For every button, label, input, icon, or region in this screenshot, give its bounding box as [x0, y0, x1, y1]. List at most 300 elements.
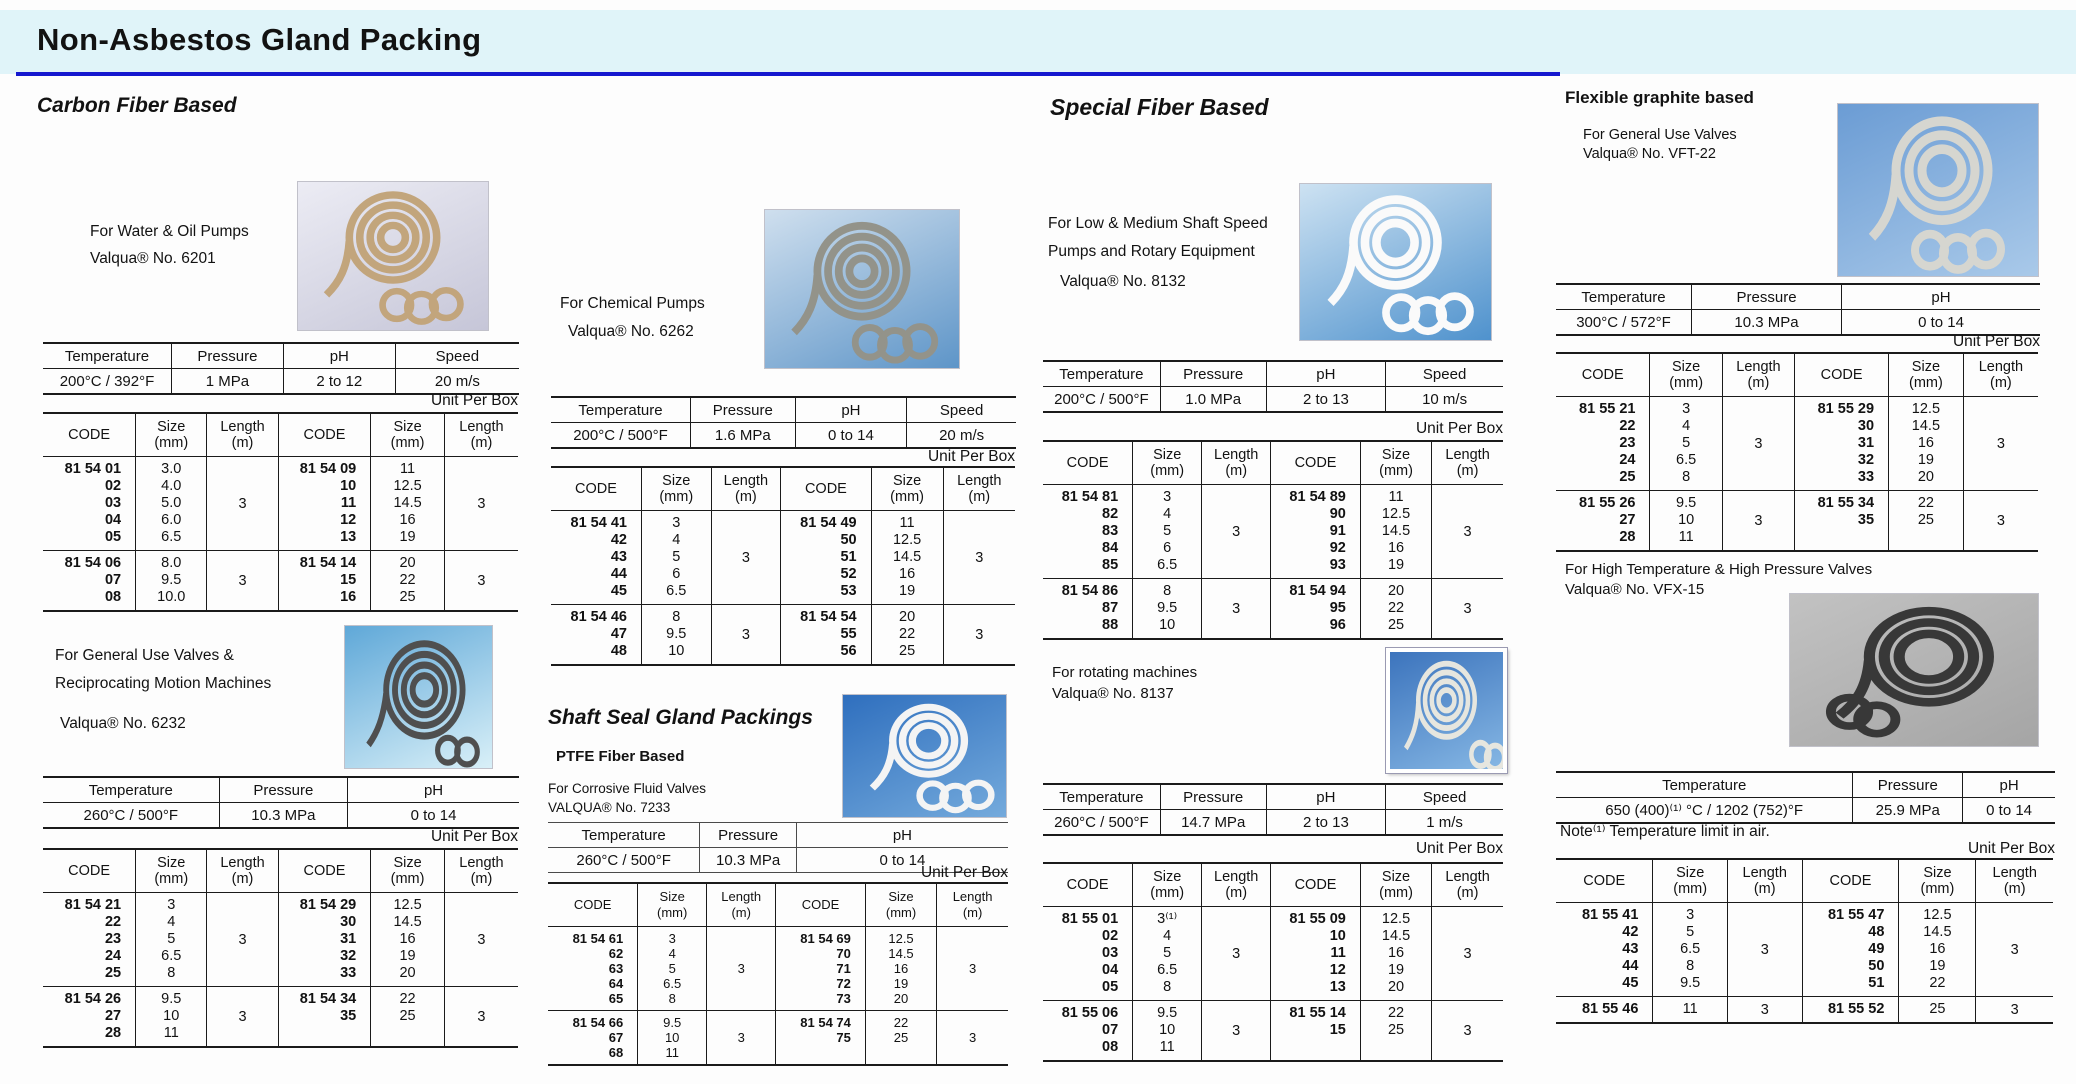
column-header-code: CODE — [781, 467, 871, 511]
size-value: 19 — [1387, 557, 1405, 573]
size-value: 11 — [665, 1045, 679, 1060]
code-cell — [43, 551, 136, 612]
size-value: 16 — [399, 931, 416, 947]
length-cell: 3 — [711, 605, 781, 666]
packing-coil-illustration — [1390, 652, 1503, 769]
column-header-size: Size (mm) — [638, 883, 707, 927]
spec-header-ph: pH — [795, 397, 907, 423]
length-cell: 3 — [1432, 485, 1503, 579]
table-row — [551, 605, 1015, 666]
spec-header-pressure: Pressure — [691, 397, 796, 423]
code-value: 81 55 06 — [1061, 1005, 1119, 1021]
code-cell — [1271, 485, 1361, 579]
column-header-code: CODE — [43, 849, 136, 893]
size-cell — [871, 511, 943, 605]
code-value: 15 — [340, 572, 357, 588]
code-value: 11 — [340, 495, 357, 511]
column-header-length: Length (m) — [444, 413, 518, 457]
spec-value-ph: 0 to 14 — [1842, 310, 2040, 336]
code-value: 81 55 09 — [1289, 911, 1346, 927]
code-value: 12 — [1329, 962, 1346, 978]
title-rule — [16, 72, 1560, 76]
size-value: 20 — [899, 609, 916, 625]
code-value: 81 54 74 — [800, 1015, 851, 1030]
spec-value-pressure: 10.3 MPa — [219, 803, 348, 829]
size-value: 19 — [1929, 958, 1946, 974]
size-value: 4 — [1163, 506, 1172, 522]
unit-table-8132 — [1043, 440, 1503, 640]
length-cell: 3 — [707, 927, 776, 1011]
desc-line: For Water & Oil Pumps — [90, 223, 249, 240]
code-value: 08 — [104, 589, 122, 605]
size-value: 16 — [899, 566, 916, 582]
code-value: 87 — [1102, 600, 1119, 616]
size-value: 25 — [893, 1030, 909, 1045]
size-value: 9.5 — [1680, 975, 1701, 991]
spec-header-temperature: Temperature — [1556, 284, 1692, 310]
table-row — [43, 893, 518, 987]
code-cell — [1795, 491, 1889, 552]
spec-header-temperature: Temperature — [43, 343, 172, 369]
code-value: 31 — [1857, 435, 1875, 451]
size-value: 19 — [1387, 962, 1405, 978]
code-value: 96 — [1329, 617, 1346, 633]
size-value: 5 — [1682, 435, 1691, 451]
size-value: 16 — [1387, 540, 1405, 556]
size-value: 25 — [399, 589, 416, 605]
size-value: 10 — [163, 1008, 180, 1024]
spec-header-temperature: Temperature — [1043, 784, 1160, 810]
header-row — [43, 849, 518, 893]
size-value: 6.5 — [1157, 962, 1178, 978]
size-value: 5 — [1163, 523, 1172, 539]
size-value: 4 — [668, 946, 676, 961]
packing-coil-illustration — [843, 695, 1006, 817]
code-value: 16 — [340, 589, 357, 605]
code-value: 81 54 06 — [64, 555, 122, 571]
column-header-size: Size (mm) — [871, 467, 943, 511]
length-cell: 3 — [207, 457, 278, 551]
length-cell: 3 — [444, 551, 518, 612]
length-cell: 3 — [1432, 907, 1503, 1001]
column-header-size: Size (mm) — [1360, 441, 1431, 485]
desc-line: Valqua® No. 6201 — [90, 250, 216, 267]
table-row — [1043, 485, 1503, 579]
code-cell — [278, 551, 371, 612]
code-cell — [781, 511, 871, 605]
code-value: 56 — [840, 643, 857, 659]
code-value: 31 — [340, 931, 357, 947]
code-value: 43 — [610, 549, 627, 565]
code-value: 04 — [1102, 962, 1119, 978]
spec-header-speed: Speed — [1386, 784, 1503, 810]
product-desc-6262-line1: For Chemical Pumps — [560, 295, 705, 312]
unit-table-7233 — [548, 882, 1008, 1066]
code-value: 05 — [1102, 979, 1119, 995]
code-value: 90 — [1329, 506, 1346, 522]
code-cell — [278, 893, 371, 987]
code-cell — [1271, 907, 1361, 1001]
size-cell — [638, 1011, 707, 1066]
size-value: 11 — [1388, 489, 1404, 505]
length-cell: 3 — [1432, 1001, 1503, 1062]
size-cell — [136, 551, 207, 612]
unit-table-8137 — [1043, 862, 1503, 1062]
code-value: 81 54 81 — [1061, 489, 1119, 505]
column-header-length: Length (m) — [444, 849, 518, 893]
size-cell — [1133, 485, 1202, 579]
length-cell: 3 — [707, 1011, 776, 1066]
unit-table-grid — [1556, 858, 2053, 1024]
spec-header-pressure: Pressure — [1692, 284, 1842, 310]
desc-line: For General Use Valves — [1583, 127, 1737, 143]
spec-header-speed: Speed — [1386, 361, 1503, 387]
spec-header-ph: pH — [1266, 784, 1386, 810]
code-value: 22 — [1619, 418, 1636, 434]
unit-table-grid — [43, 848, 518, 1048]
column-header-size: Size (mm) — [371, 849, 445, 893]
code-cell — [278, 987, 371, 1048]
code-value: 82 — [1102, 506, 1119, 522]
size-value: 16 — [1387, 945, 1405, 961]
unit-table-grid — [43, 412, 518, 612]
code-value: 47 — [610, 626, 627, 642]
code-value: 45 — [1622, 975, 1639, 991]
product-desc-8137 — [1052, 662, 1197, 704]
spec-header-pressure: Pressure — [219, 777, 348, 803]
size-value: 3 — [167, 897, 176, 913]
length-cell: 3 — [1722, 397, 1794, 491]
column-header-code: CODE — [551, 467, 641, 511]
packing-coil-illustration — [298, 182, 488, 330]
table-row — [1043, 907, 1503, 1001]
column-header-size: Size (mm) — [1133, 441, 1202, 485]
unit-table-grid — [548, 882, 1008, 1066]
product-photo-6201 — [298, 182, 488, 330]
column-header-length: Length (m) — [1202, 863, 1271, 907]
size-value: 6.5 — [1680, 941, 1701, 957]
size-value: 25 — [399, 1008, 416, 1024]
size-value: 16 — [1929, 941, 1946, 957]
column-header-code: CODE — [1043, 441, 1133, 485]
unit-table-grid — [1043, 440, 1503, 640]
spec-header-temperature: Temperature — [551, 397, 691, 423]
column-header-code: CODE — [1556, 353, 1650, 397]
product-desc-7233 — [548, 780, 706, 817]
code-cell — [1802, 903, 1899, 997]
size-cell — [1650, 491, 1722, 552]
size-value: 22 — [1387, 600, 1405, 616]
code-value: 81 54 89 — [1289, 489, 1346, 505]
code-value: 44 — [1622, 958, 1639, 974]
size-value: 3 — [672, 515, 681, 531]
size-value: 25 — [1929, 1001, 1946, 1017]
code-value: 33 — [1857, 469, 1875, 485]
size-cell — [1360, 579, 1431, 640]
code-value: 02 — [104, 478, 122, 494]
size-value: 11 — [899, 515, 915, 531]
size-value: 6 — [1163, 540, 1172, 556]
column-header-size: Size (mm) — [1360, 863, 1431, 907]
code-cell — [1802, 997, 1899, 1024]
header-row — [1556, 353, 2038, 397]
size-value: 9.5 — [663, 1015, 682, 1030]
column-header-code: CODE — [776, 883, 866, 927]
spec-value-ph: 2 to 13 — [1266, 387, 1386, 413]
header-row — [1556, 859, 2053, 903]
spec-value-temperature: 650 (400)⁽¹⁾ °C / 1202 (752)°F — [1605, 802, 1804, 819]
code-cell — [1556, 491, 1650, 552]
spec-header-ph: pH — [796, 823, 1008, 848]
code-value: 11 — [1330, 945, 1346, 961]
column-header-code: CODE — [548, 883, 638, 927]
size-cell — [1899, 997, 1976, 1024]
size-cell — [1360, 1001, 1431, 1062]
table-row — [43, 551, 518, 612]
size-value: 5 — [672, 549, 681, 565]
code-value: 22 — [104, 914, 122, 930]
code-value: 35 — [340, 1008, 357, 1024]
column-header-size: Size (mm) — [641, 467, 711, 511]
code-value: 81 55 46 — [1581, 1001, 1639, 1017]
column-header-length: Length (m) — [711, 467, 781, 511]
spec-value-ph: 0 to 14 — [796, 848, 1008, 873]
product-photo-vft22 — [1838, 104, 2038, 276]
column-header-code: CODE — [1271, 863, 1361, 907]
code-value: 04 — [104, 512, 122, 528]
code-cell — [278, 457, 371, 551]
code-value: 81 54 21 — [64, 897, 122, 913]
column-header-size: Size (mm) — [1889, 353, 1964, 397]
size-value: 14.5 — [888, 946, 914, 961]
spec-header-pressure: Pressure — [1853, 772, 1963, 798]
length-cell: 3 — [207, 551, 278, 612]
size-value: 8 — [1686, 958, 1695, 974]
code-cell — [43, 987, 136, 1048]
size-value: 3⁽¹⁾ — [1157, 911, 1178, 927]
code-cell — [1556, 903, 1653, 997]
code-value: 25 — [104, 965, 122, 981]
spec-value-ph: 0 to 14 — [348, 803, 519, 829]
code-value: 67 — [608, 1030, 624, 1045]
size-value: 12.5 — [1923, 907, 1952, 923]
column-header-length: Length (m) — [943, 467, 1015, 511]
size-value: 22 — [1917, 495, 1934, 511]
column-header-code: CODE — [43, 413, 136, 457]
size-value: 8 — [672, 609, 681, 625]
size-cell — [371, 457, 445, 551]
desc-line: For High Temperature & High Pressure Valves — [1565, 561, 1873, 578]
size-value: 5 — [668, 961, 676, 976]
length-cell: 3 — [1727, 903, 1802, 997]
spec-value-speed: 10 m/s — [1386, 387, 1503, 413]
code-value: 12 — [340, 512, 357, 528]
size-value: 4 — [167, 914, 176, 930]
spec-value-ph: 2 to 12 — [283, 369, 395, 395]
column-header-code: CODE — [1271, 441, 1361, 485]
size-cell — [1889, 491, 1964, 552]
size-cell — [1650, 397, 1722, 491]
column-header-length: Length (m) — [1432, 441, 1503, 485]
spec-header-pressure: Pressure — [172, 343, 284, 369]
product-photo-vfx15 — [1790, 594, 2038, 746]
size-cell — [865, 1011, 936, 1066]
code-value: 88 — [1102, 617, 1119, 633]
product-photo-6262 — [765, 210, 959, 368]
code-value: 28 — [104, 1025, 122, 1041]
size-value: 12.5 — [1381, 911, 1411, 927]
size-value: 20 — [1387, 583, 1405, 599]
size-value: 10 — [1159, 1022, 1176, 1038]
size-cell — [1889, 397, 1964, 491]
spec-value-pressure: 10.3 MPa — [1692, 310, 1842, 336]
spec-header-pressure: Pressure — [1160, 784, 1266, 810]
size-value: 19 — [1917, 452, 1934, 468]
code-value: 13 — [1329, 979, 1346, 995]
column-header-length: Length (m) — [707, 883, 776, 927]
size-value: 3.0 — [161, 461, 182, 477]
code-value: 81 54 66 — [572, 1015, 624, 1030]
code-value: 55 — [840, 626, 857, 642]
length-cell: 3 — [1202, 579, 1271, 640]
code-value: 30 — [340, 914, 357, 930]
unit-per-box-label: Unit Per Box — [927, 448, 1015, 465]
code-cell — [1271, 1001, 1361, 1062]
length-cell: 3 — [1202, 907, 1271, 1001]
length-cell: 3 — [943, 605, 1015, 666]
size-value: 16 — [893, 961, 909, 976]
spec-table-6201 — [43, 342, 519, 395]
size-value: 9.5 — [1676, 495, 1697, 511]
size-value: 8 — [668, 991, 676, 1006]
unit-table-vft22 — [1556, 352, 2038, 552]
size-cell — [1360, 907, 1431, 1001]
unit-per-box-label: Unit Per Box — [430, 828, 518, 845]
size-cell — [136, 893, 207, 987]
section-subheading-ptfe: PTFE Fiber Based — [556, 748, 685, 765]
size-value: 11 — [1159, 1039, 1175, 1055]
size-value: 22 — [399, 991, 416, 1007]
spec-header-pressure: Pressure — [700, 823, 797, 848]
spec-value-temperature: 260°C / 500°F — [83, 806, 179, 824]
product-desc-vft22 — [1583, 126, 1737, 164]
packing-coil-illustration — [1300, 184, 1491, 340]
code-value: 81 54 09 — [299, 461, 357, 477]
spec-value-temperature: 200°C / 392°F — [59, 372, 155, 390]
code-value: 65 — [608, 991, 624, 1006]
table-row — [43, 457, 518, 551]
code-value: 81 55 52 — [1827, 1001, 1885, 1017]
size-cell — [371, 551, 445, 612]
code-value: 02 — [1102, 928, 1119, 944]
length-cell: 3 — [1202, 485, 1271, 579]
unit-per-box-label: Unit Per Box — [1967, 840, 2055, 857]
header-row — [551, 467, 1015, 511]
code-value: 81 55 14 — [1289, 1005, 1346, 1021]
unit-per-box-label: Unit Per Box — [430, 392, 518, 409]
column-header-size: Size (mm) — [1899, 859, 1976, 903]
spec-header-ph: pH — [1842, 284, 2040, 310]
size-value: 5 — [167, 931, 176, 947]
size-value: 16 — [1917, 435, 1934, 451]
desc-line: VALQUA® No. 7233 — [548, 799, 671, 815]
code-value: 44 — [610, 566, 627, 582]
size-value: 10 — [668, 643, 685, 659]
table-row — [1556, 997, 2053, 1024]
code-value: 92 — [1329, 540, 1346, 556]
size-value: 14.5 — [892, 549, 922, 565]
code-value: 81 55 26 — [1579, 495, 1636, 511]
size-value: 20 — [399, 555, 416, 571]
code-value: 23 — [104, 931, 122, 947]
unit-table-6262 — [551, 466, 1015, 666]
length-cell: 3 — [1722, 491, 1794, 552]
size-value: 19 — [893, 976, 909, 991]
column-header-size: Size (mm) — [371, 413, 445, 457]
size-value: 9.5 — [1157, 1005, 1178, 1021]
size-value: 14.5 — [1381, 523, 1411, 539]
code-value: 81 55 01 — [1061, 911, 1119, 927]
size-value: 20 — [1387, 979, 1405, 995]
column-header-size: Size (mm) — [1650, 353, 1722, 397]
column-header-size: Size (mm) — [1133, 863, 1202, 907]
section-heading-carbon: Carbon Fiber Based — [37, 94, 237, 117]
column-header-size: Size (mm) — [865, 883, 936, 927]
code-value: 50 — [1868, 958, 1885, 974]
code-value: 35 — [1857, 512, 1875, 528]
size-value: 25 — [1387, 617, 1405, 633]
length-cell: 3 — [207, 987, 278, 1048]
size-value: 5 — [1163, 945, 1172, 961]
length-cell: 3 — [937, 927, 1008, 1011]
code-value: 27 — [1619, 512, 1636, 528]
code-cell — [548, 1011, 638, 1066]
header-row — [548, 883, 1008, 927]
size-value: 20 — [893, 991, 909, 1006]
spec-header-ph: pH — [348, 777, 519, 803]
code-cell — [1271, 579, 1361, 640]
column-header-code: CODE — [1795, 353, 1889, 397]
size-value: 14.5 — [393, 914, 422, 930]
product-photo-7233 — [843, 695, 1006, 817]
code-value: 81 55 47 — [1827, 907, 1885, 923]
code-value: 05 — [104, 529, 122, 545]
size-value: 4 — [672, 532, 681, 548]
code-value: 62 — [608, 946, 624, 961]
unit-table-6201 — [43, 412, 518, 612]
size-value: 3 — [668, 931, 676, 946]
table-row — [43, 987, 518, 1048]
spec-header-ph: pH — [1963, 772, 2055, 798]
product-photo-6232 — [345, 626, 492, 768]
code-value: 07 — [1102, 1022, 1119, 1038]
code-value: 49 — [1868, 941, 1885, 957]
size-value: 14.5 — [1381, 928, 1411, 944]
packing-coil-illustration — [1790, 594, 2038, 746]
size-cell — [1899, 903, 1976, 997]
size-value: 22 — [899, 626, 916, 642]
column-header-length: Length (m) — [207, 413, 278, 457]
code-value: 03 — [1102, 945, 1119, 961]
spec-table-8132 — [1043, 360, 1503, 413]
code-value: 07 — [104, 572, 122, 588]
product-desc-8132 — [1048, 210, 1268, 266]
code-cell — [551, 511, 641, 605]
code-value: 83 — [1102, 523, 1119, 539]
column-header-length: Length (m) — [1202, 441, 1271, 485]
column-header-code: CODE — [1556, 859, 1653, 903]
size-value: 22 — [1929, 975, 1946, 991]
